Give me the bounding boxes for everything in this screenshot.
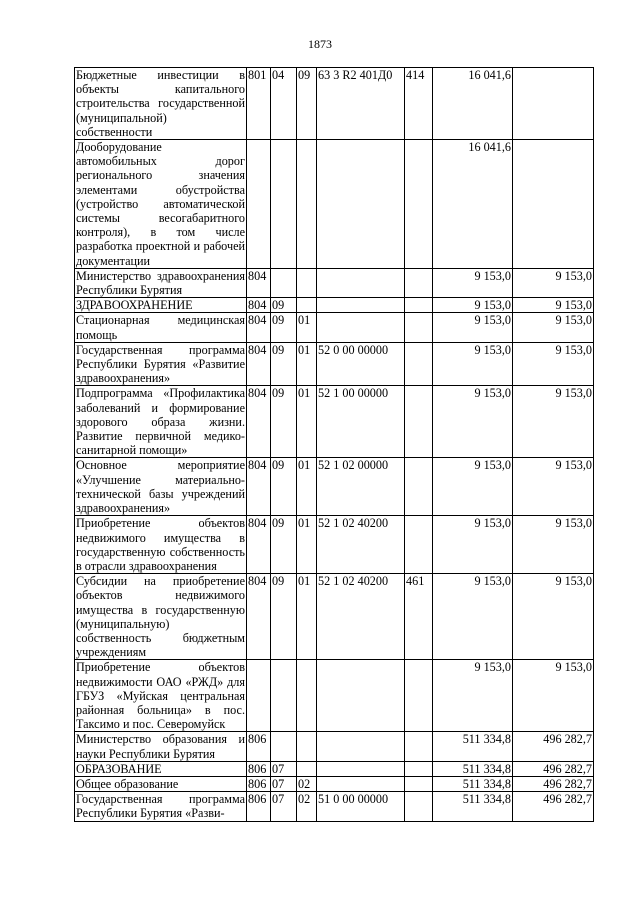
table-row (75, 386, 594, 458)
row-subsection-code (297, 298, 317, 313)
row-subsection-code: 01 (297, 342, 317, 386)
row-sum-year2: 496 282,7 (513, 732, 594, 761)
row-sum-year1: 9 153,0 (433, 574, 513, 660)
page-number: 1873 (308, 37, 332, 51)
row-subsection-code (297, 268, 317, 297)
row-expense-type (405, 140, 433, 269)
row-target-article: 52 1 02 00000 (317, 458, 405, 516)
row-target-article (317, 761, 405, 776)
row-name: Приобретение объектов недвижимого имущества в государственную собственность в отрасли здравоохранения (76, 516, 245, 573)
row-sum-year2 (513, 68, 594, 140)
row-expense-type (405, 298, 433, 313)
row-section-code: 04 (271, 68, 297, 140)
row-target-article: 52 1 02 40200 (317, 574, 405, 660)
row-name: Государственная программа Республики Бурятия «Развитие здравоохранения» (76, 342, 245, 386)
row-target-article (317, 140, 405, 269)
row-sum-year1: 511 334,8 (433, 792, 513, 821)
row-sum-year2: 9 153,0 (513, 268, 594, 297)
row-ved-code: 804 (247, 268, 271, 297)
row-section-code: 09 (271, 516, 297, 574)
row-subsection-code: 01 (297, 516, 317, 574)
row-ved-code: 806 (247, 761, 271, 776)
row-expense-type (405, 458, 433, 516)
table-row (75, 298, 594, 313)
row-ved-code: 804 (247, 458, 271, 516)
row-section-code: 07 (271, 776, 297, 791)
row-subsection-code: 01 (297, 458, 317, 516)
row-sum-year1: 9 153,0 (433, 342, 513, 386)
table-row (75, 268, 594, 297)
row-subsection-code: 02 (297, 776, 317, 791)
table-row (75, 140, 594, 269)
row-sum-year2: 9 153,0 (513, 342, 594, 386)
row-name: Подпрограмма «Профилактика заболеваний и формирование здорового образа жизни. Развитие первичной медико-санитарной помощи» (76, 386, 245, 458)
row-sum-year1: 9 153,0 (433, 660, 513, 732)
row-expense-type (405, 386, 433, 458)
row-sum-year2: 496 282,7 (513, 792, 594, 821)
row-ved-code: 804 (247, 386, 271, 458)
row-expense-type (405, 268, 433, 297)
row-ved-code: 801 (247, 68, 271, 140)
table-row (75, 313, 594, 342)
row-subsection-code: 01 (297, 313, 317, 342)
row-expense-type (405, 761, 433, 776)
row-section-code: 09 (271, 298, 297, 313)
row-target-article (317, 660, 405, 732)
row-expense-type (405, 342, 433, 386)
row-sum-year2: 9 153,0 (513, 574, 594, 660)
row-name: Приобретение объектов недвижимости ОАО «РЖД» для ГБУЗ «Муйская центральная районная больница» в пос. Таксимо и пос. Северомуйск (76, 660, 245, 732)
row-expense-type (405, 732, 433, 761)
budget-table (74, 67, 594, 822)
row-expense-type: 461 (405, 574, 433, 660)
row-section-code (271, 268, 297, 297)
row-subsection-code: 02 (297, 792, 317, 821)
row-ved-code (247, 140, 271, 269)
row-name: ОБРАЗОВАНИЕ (75, 761, 247, 776)
row-sum-year2: 9 153,0 (513, 386, 594, 458)
table-row (75, 732, 594, 761)
row-ved-code: 804 (247, 298, 271, 313)
row-ved-code: 804 (247, 313, 271, 342)
row-name: Бюджетные инвестиции в объекты капитального строительства государственной (муниципальной) собственности (76, 68, 245, 139)
row-sum-year1: 511 334,8 (433, 776, 513, 791)
table-row (75, 776, 594, 791)
row-sum-year1: 9 153,0 (433, 458, 513, 516)
row-sum-year1: 9 153,0 (433, 386, 513, 458)
row-name: Государственная программа Республики Бурятия «Разви- (76, 792, 245, 821)
row-sum-year2: 9 153,0 (513, 298, 594, 313)
row-target-article (317, 732, 405, 761)
row-sum-year2: 496 282,7 (513, 761, 594, 776)
row-sum-year2: 9 153,0 (513, 458, 594, 516)
table-row (75, 516, 594, 574)
table-row (75, 68, 594, 140)
row-target-article (317, 268, 405, 297)
row-ved-code: 806 (247, 732, 271, 761)
row-sum-year1: 9 153,0 (433, 516, 513, 574)
row-subsection-code (297, 732, 317, 761)
row-section-code (271, 140, 297, 269)
row-name: Министерство образования и науки Республики Бурятия (76, 732, 245, 761)
row-name: Стационарная медицинская помощь (76, 313, 245, 342)
row-sum-year2: 9 153,0 (513, 660, 594, 732)
row-name: Основное мероприятие «Улучшение материально-технической базы учреждений здравоохранения» (76, 458, 245, 516)
row-subsection-code: 09 (297, 68, 317, 140)
row-ved-code: 804 (247, 574, 271, 660)
row-section-code: 09 (271, 342, 297, 386)
row-ved-code: 804 (247, 342, 271, 386)
row-sum-year2 (513, 140, 594, 269)
row-name: Субсидии на приобретение объектов недвижимого имущества в государственную (муниципальную) собственность бюджетным учреждениям (76, 574, 245, 660)
row-sum-year2: 496 282,7 (513, 776, 594, 791)
row-section-code: 07 (271, 761, 297, 776)
row-subsection-code: 01 (297, 574, 317, 660)
row-subsection-code (297, 140, 317, 269)
row-section-code: 09 (271, 386, 297, 458)
table-row (75, 761, 594, 776)
row-expense-type (405, 660, 433, 732)
row-section-code: 09 (271, 458, 297, 516)
row-name: Министерство здравоохранения Республики Бурятия (76, 268, 245, 298)
row-expense-type (405, 516, 433, 574)
table-row (75, 342, 594, 386)
row-sum-year2: 9 153,0 (513, 516, 594, 574)
row-sum-year1: 9 153,0 (433, 298, 513, 313)
row-target-article: 63 3 R2 401Д0 (317, 68, 405, 140)
row-ved-code (247, 660, 271, 732)
row-target-article (317, 298, 405, 313)
row-subsection-code (297, 761, 317, 776)
row-ved-code: 806 (247, 792, 271, 821)
row-sum-year1: 9 153,0 (433, 313, 513, 342)
row-expense-type: 414 (405, 68, 433, 140)
row-name: Общее образование (75, 776, 247, 791)
row-subsection-code (297, 660, 317, 732)
row-section-code: 09 (271, 313, 297, 342)
row-ved-code: 804 (247, 516, 271, 574)
row-sum-year1: 16 041,6 (433, 68, 513, 140)
row-sum-year2: 9 153,0 (513, 313, 594, 342)
row-ved-code: 806 (247, 776, 271, 791)
table-row (75, 792, 594, 821)
row-sum-year1: 511 334,8 (433, 761, 513, 776)
row-target-article: 52 1 00 00000 (317, 386, 405, 458)
row-target-article: 52 0 00 00000 (317, 342, 405, 386)
row-expense-type (405, 776, 433, 791)
row-target-article: 51 0 00 00000 (317, 792, 405, 821)
row-target-article (317, 313, 405, 342)
row-name: ЗДРАВООХРАНЕНИЕ (75, 298, 247, 313)
row-name: Дооборудование автомобильных дорог регионального значения элементами обустройства (устройство автоматической системы весогабаритного контроля), в том числе разработка проектной и рабочей документации (76, 140, 245, 268)
row-target-article (317, 776, 405, 791)
table-row (75, 458, 594, 516)
row-target-article: 52 1 02 40200 (317, 516, 405, 574)
row-section-code: 07 (271, 792, 297, 821)
row-subsection-code: 01 (297, 386, 317, 458)
row-expense-type (405, 792, 433, 821)
row-section-code: 09 (271, 574, 297, 660)
row-sum-year1: 9 153,0 (433, 268, 513, 297)
row-section-code (271, 732, 297, 761)
table-row (75, 660, 594, 732)
row-expense-type (405, 313, 433, 342)
table-row (75, 574, 594, 660)
row-section-code (271, 660, 297, 732)
row-sum-year1: 16 041,6 (433, 140, 513, 269)
budget-table-body (75, 68, 594, 822)
row-sum-year1: 511 334,8 (433, 732, 513, 761)
